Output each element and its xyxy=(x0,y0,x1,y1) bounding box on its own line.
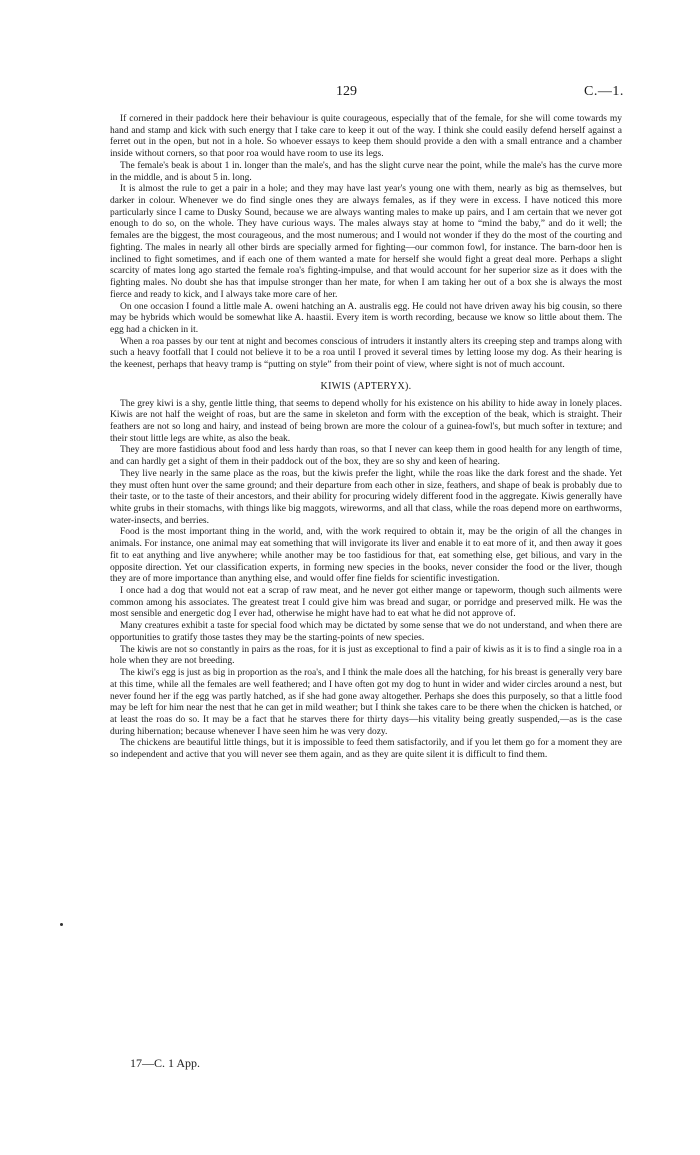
paragraph: When a roa passes by our tent at night and becomes conscious of intruders it instantly alters its creeping step and tramps along with such a heavy footfall that I could not believe it to be a roa until I proved it several times by letting loose my dog. As their hearing is the keenest, perhaps that heavy tramp is “putting on style” from their point of view, where sight is not of much account. xyxy=(110,336,622,371)
paragraph: The kiwi's egg is just as big in proportion as the roa's, and I think the male does all the hatching, for his breast is generally very bare at this time, while all the females are well feathered; and I have often got my dog to hunt in wider and wider circles around a nest, but never found her if the egg was partly hatched, as if she had gone away altogether. Perhaps she does this purposely, so that a little food may be left for him near the nest that he can get in mild weather; but I think she takes care to be there when the chicken is hatched, or at least the roas do so. It may be a fact that he starves there for thirty days—his vitality being greatly suspended,—as is the case during hibernation; because whenever I have seen him he was very dozy. xyxy=(110,668,622,737)
paragraph: The grey kiwi is a shy, gentle little thing, that seems to depend wholly for his existence on his ability to hide away in lonely places. Kiwis are not half the weight of roas, but are the same in skeleton and form with the exception of the beak, which is straight. Their feathers are not so long and hairy, and instead of being brown are more the colour of a guinea-fowl's, but much softer in texture; and their stout little legs are white, as also the beak. xyxy=(110,398,622,444)
paragraph: They are more fastidious about food and less hardy than roas, so that I never can keep them in good health for any length of time, and can hardly get a sight of them in their paddock out of the box, they are so shy and keen of hearing. xyxy=(110,445,622,468)
paragraph: I once had a dog that would not eat a scrap of raw meat, and he never got either mange or tapeworm, though such ailments were common among his associates. The greatest treat I could give him was bread and sugar, or porridge and preserved milk. He was the most sensible and energetic dog I ever had, otherwise he might have had to eat what he did not approve of. xyxy=(110,586,622,620)
paragraph: It is almost the rule to get a pair in a hole; and they may have last year's young one with them, nearly as big as themselves, but darker in colour. Whenever we do find single ones they are always females, as if they were in excess. I have noticed this more particularly since I came to Dusky Sound, because we are always wanting males to make up pairs, and I am certain that we never got enough to do so, on the whole. They have curious ways. The males always stay at home to “mind the baby,” and do it well; the females are the biggest, the most courageous, and the most numerous; and I would not wonder if they do the most of the courting and fighting. The males in nearly all other birds are specially armed for fighting—our common fowl, for instance. The barn-door hen is inclined to fight sometimes, and if each one of them wanted a mate for herself she would fight a great deal more. Perhaps a slight scarcity of mates long ago started the female roa's fighting-impulse, and that would account for her superior size as it does with the fighting males. No doubt she has that impulse stronger than her mate, for when I am taking her out of a box she is always the most fierce and ready to kick, and I always take more care of her. xyxy=(110,184,622,300)
page-number: 129 xyxy=(336,84,357,99)
paragraph: On one occasion I found a little male A. oweni hatching an A. australis egg. He could not have driven away his big cousin, so there may be hybrids which would be somewhat like A. haastii. Every item is worth recording, because we know so little about them. The egg had a chicken in it. xyxy=(110,301,622,335)
document-reference: C.—1. xyxy=(584,84,624,99)
body-text xyxy=(110,114,622,762)
signature-mark: 17—C. 1 App. xyxy=(130,1056,201,1070)
paragraph: Food is the most important thing in the world, and, with the work required to obtain it, may be the origin of all the changes in animals. For instance, one animal may eat something that will invigorate its liver and enable it to eat more of it, and then away it goes fit to eat anything and live anywhere; while another may be too fastidious for that, eat something else, get bilious, and vary in the opposite direction. Yet our classification experts, in forming new species in the books, never consider the food or the liver, though they are of more importance than anything else, and would offer fine fields for scientific investigation. xyxy=(110,527,622,585)
paragraph: The chickens are beautiful little things, but it is impossible to feed them satisfactorily, and if you let them go for a moment they are so independent and active that you will never see them again, and as they are quite silent it is difficult to find them. xyxy=(110,738,622,761)
paragraph: If cornered in their paddock here their behaviour is quite courageous, especially that of the female, for she will come towards my hand and stamp and kick with such energy that I take care to keep it out of the way. I think she could easily defend herself against a ferret out in the open, but not in a hole. So whoever essays to keep them should provide a den with a small entrance and a chamber inside without corners, so that poor roa would have room to use its legs. xyxy=(110,114,622,160)
margin-mark xyxy=(60,923,63,926)
paragraph: The female's beak is about 1 in. longer than the male's, and has the slight curve near the point, while the male's has the curve more in the middle, and is about 5 in. long. xyxy=(110,160,622,183)
section-heading: KIWIS (APTERYX). xyxy=(320,380,412,392)
paragraph: They live nearly in the same place as the roas, but the kiwis prefer the light, while the roas like the dark forest and the shade. Yet they must often hunt over the same ground; and their departure from each other in size, feathers, and shape of beak is probably due to their taste, or to the taste of their ancestors, and their ability for procuring widely different food in the aggregate. Kiwis generally have white grubs in their stomachs, with things like big maggots, wireworms, and all that class, while the roas depend more on earthworms, water-insects, and berries. xyxy=(110,468,622,526)
paragraph: The kiwis are not so constantly in pairs as the roas, for it is just as exceptional to find a pair of kiwis as it is to find a single roa in a hole when they are not breeding. xyxy=(110,644,622,667)
paragraph: Many creatures exhibit a taste for special food which may be dictated by some sense that we do not understand, and when there are opportunities to gratify those tastes they may be the starting-points of new species. xyxy=(110,621,622,643)
